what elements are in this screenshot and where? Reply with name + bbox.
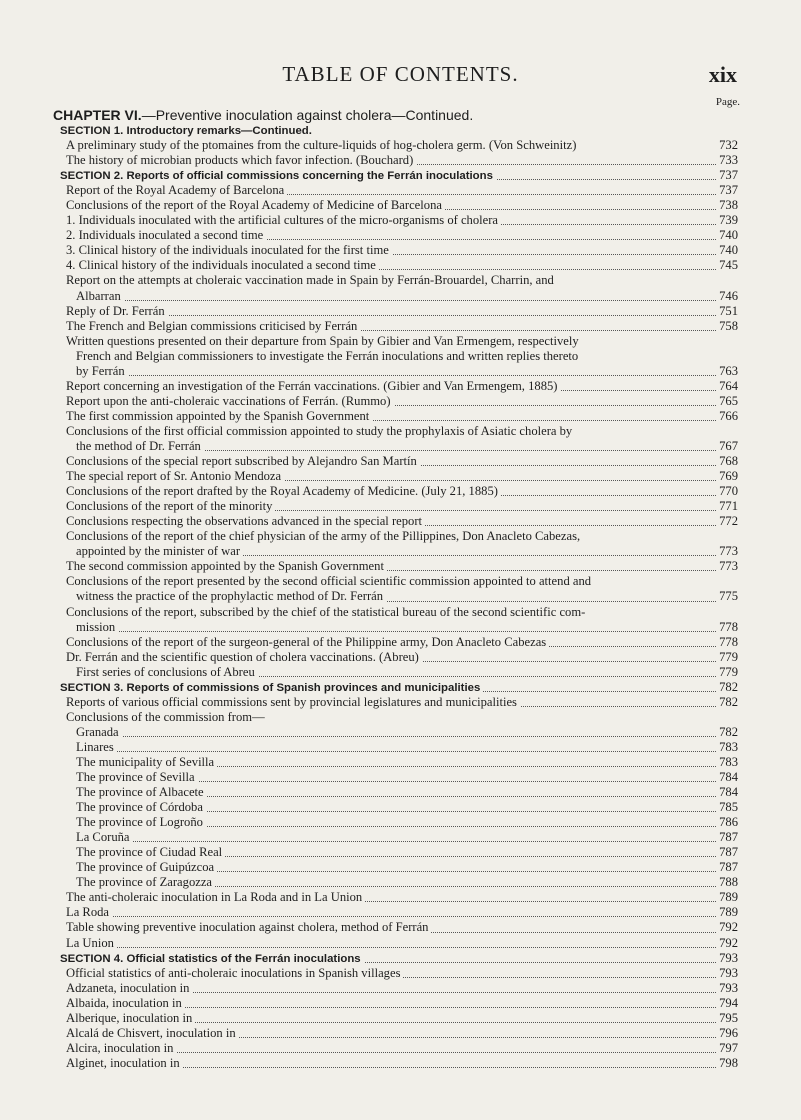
toc-entry[interactable]	[60, 289, 738, 304]
toc-entry-page: 782	[716, 680, 738, 695]
toc-entry-page: 789	[716, 890, 738, 905]
toc-entry-title: Conclusions of the report presented by the second official scientific commission appointed to attend and	[66, 574, 594, 589]
toc-entry[interactable]	[60, 529, 738, 544]
toc-entry[interactable]	[60, 725, 738, 740]
toc-entry-page: 797	[716, 1041, 738, 1056]
toc-entry-title: Conclusions of the first official commission appointed to study the prophylaxis of Asiatic cholera by	[66, 424, 575, 439]
toc-entry-title: The anti-choleraic inoculation in La Roda and in La Union	[66, 890, 365, 905]
toc-entry-page: 758	[716, 319, 738, 334]
toc-entry-title: The second commission appointed by the Spanish Government	[66, 559, 387, 574]
toc-section-heading[interactable]	[60, 123, 738, 138]
toc-entry-title: SECTION 1. Introductory remarks—Continued.	[60, 124, 315, 139]
toc-entry-title: La Coruña	[76, 830, 133, 845]
dot-leader	[76, 375, 738, 376]
toc-entry-page: 764	[716, 379, 738, 394]
toc-entry[interactable]	[60, 920, 738, 935]
toc-entry-page: 782	[716, 695, 738, 710]
toc-entry[interactable]	[60, 845, 738, 860]
toc-entry-title: witness the practice of the prophylactic method of Dr. Ferrán	[76, 589, 386, 604]
toc-entry-title: Report concerning an investigation of the Ferrán vaccinations. (Gibier and Van Ermengem, 1885)	[66, 379, 560, 394]
toc-entry-title: The province of Córdoba	[76, 800, 206, 815]
toc-entry[interactable]	[60, 650, 738, 665]
toc-entry[interactable]	[60, 996, 738, 1011]
toc-entry[interactable]	[60, 138, 738, 153]
toc-entry-title: Table showing preventive inoculation against cholera, method of Ferrán	[66, 920, 431, 935]
toc-entry[interactable]	[60, 213, 738, 228]
dot-leader	[76, 736, 738, 737]
toc-entry-page: 792	[716, 920, 738, 935]
toc-entry-title: by Ferrán	[76, 364, 128, 379]
toc-entry[interactable]	[60, 424, 738, 439]
toc-entry-page: 773	[716, 544, 738, 559]
toc-entry[interactable]	[60, 364, 738, 379]
toc-entry-page: 740	[716, 243, 738, 258]
page-header	[0, 62, 801, 86]
toc-entry[interactable]	[60, 589, 738, 604]
toc-entry-page: 766	[716, 409, 738, 424]
toc-entry-title: The municipality of Sevilla	[76, 755, 217, 770]
toc-entry-title: Alcira, inoculation in	[66, 1041, 176, 1056]
toc-entry-page: 785	[716, 800, 738, 815]
toc-entry[interactable]	[60, 243, 738, 258]
toc-entry[interactable]	[60, 710, 738, 725]
toc-entry[interactable]	[60, 439, 738, 454]
toc-entry-title: Report upon the anti-choleraic vaccinations of Ferrán. (Rummo)	[66, 394, 394, 409]
toc-entry-title: The history of microbian products which favor infection. (Bouchard)	[66, 153, 416, 168]
toc-entry-title: appointed by the minister of war	[76, 544, 243, 559]
toc-entry-page: 773	[716, 559, 738, 574]
toc-entry[interactable]	[60, 1011, 738, 1026]
toc-entry-page: 787	[716, 845, 738, 860]
toc-entry-page: 740	[716, 228, 738, 243]
toc-entry-title: The province of Albacete	[76, 785, 207, 800]
toc-entry-title: Report of the Royal Academy of Barcelona	[66, 183, 287, 198]
toc-entry-title: mission	[76, 620, 118, 635]
toc-entry-page: 765	[716, 394, 738, 409]
toc-entry[interactable]	[60, 153, 738, 168]
toc-entry-title: Conclusions of the report of the surgeon-general of the Philippine army, Don Anacleto Cabezas	[66, 635, 549, 650]
toc-entry-title: Albarran	[76, 289, 124, 304]
toc-entry-page: 767	[716, 439, 738, 454]
toc-entry[interactable]	[60, 1026, 738, 1041]
toc-entry[interactable]	[60, 409, 738, 424]
toc-entry[interactable]	[60, 334, 738, 349]
toc-entry-title: Adzaneta, inoculation in	[66, 981, 192, 996]
toc-entry-page: 798	[716, 1056, 738, 1071]
toc-entry-title: SECTION 4. Official statistics of the Ferrán inoculations	[60, 952, 364, 967]
toc-entry[interactable]	[60, 740, 738, 755]
toc-entry-title: Albaida, inoculation in	[66, 996, 185, 1011]
chapter-heading	[53, 107, 473, 123]
toc-section-heading[interactable]	[60, 951, 738, 966]
toc-entry-title: Conclusions of the report of the chief physician of the army of the Pillippines, Don Anacleto Cabezas,	[66, 529, 583, 544]
toc-entry[interactable]	[60, 349, 738, 364]
toc-entry-page: 793	[716, 951, 738, 966]
toc-entry-page: 788	[716, 875, 738, 890]
toc-entry-page: 733	[716, 153, 738, 168]
toc-entry[interactable]	[60, 695, 738, 710]
page-column-label: Page.	[715, 96, 740, 108]
toc-entry[interactable]	[60, 635, 738, 650]
toc-entry-page: 775	[716, 589, 738, 604]
toc-entry-title: Granada	[76, 725, 122, 740]
toc-entry-title: Conclusions of the report, subscribed by the chief of the statistical bureau of the second scientific com-	[66, 605, 588, 620]
toc-entry-title: Alberique, inoculation in	[66, 1011, 195, 1026]
toc-entry-page: 793	[716, 981, 738, 996]
toc-entry-title: Conclusions of the special report subscribed by Alejandro San Martín	[66, 454, 420, 469]
toc-entry[interactable]	[60, 183, 738, 198]
toc-entry-page: 769	[716, 469, 738, 484]
toc-entry-title: The province of Ciudad Real	[76, 845, 225, 860]
toc-entry-title: 4. Clinical history of the individuals inoculated a second time	[66, 258, 379, 273]
dot-leader	[76, 751, 738, 752]
dot-leader	[66, 947, 738, 948]
toc-entry-page: 737	[716, 183, 738, 198]
toc-entry[interactable]	[60, 890, 738, 905]
toc-entry-title: Conclusions of the report of the minority	[66, 499, 275, 514]
toc-entry-title: Conclusions of the report drafted by the Royal Academy of Medicine. (July 21, 1885)	[66, 484, 501, 499]
dot-leader	[76, 841, 738, 842]
toc-entry[interactable]	[60, 469, 738, 484]
toc-entry-page: 732	[716, 138, 738, 153]
toc-entry-title: Official statistics of anti-choleraic inoculations in Spanish villages	[66, 966, 403, 981]
toc-entry[interactable]	[60, 905, 738, 920]
chapter-title: —Preventive inoculation against cholera—Continued.	[141, 107, 474, 123]
toc-entry[interactable]	[60, 800, 738, 815]
toc-entry-title: the method of Dr. Ferrán	[76, 439, 204, 454]
toc-entry[interactable]	[60, 785, 738, 800]
toc-entry-title: Alginet, inoculation in	[66, 1056, 183, 1071]
toc-entry-title: 2. Individuals inoculated a second time	[66, 228, 266, 243]
toc-entry[interactable]	[60, 319, 738, 334]
toc-entry-page: 796	[716, 1026, 738, 1041]
chapter-label: CHAPTER VI.	[53, 107, 142, 123]
toc-entry-page: 784	[716, 785, 738, 800]
toc-entry-title: French and Belgian commissioners to investigate the Ferrán inoculations and written replies thereto	[76, 349, 581, 364]
toc-entry-title: The province of Guipúzcoa	[76, 860, 217, 875]
toc-entry[interactable]	[60, 665, 738, 680]
toc-entry-title: Alcalá de Chisvert, inoculation in	[66, 1026, 239, 1041]
toc-entry[interactable]	[60, 574, 738, 589]
toc-entry[interactable]	[60, 228, 738, 243]
dot-leader	[76, 631, 738, 632]
toc-entry[interactable]	[60, 198, 738, 213]
toc-entry-page: 794	[716, 996, 738, 1011]
toc-entry-title: The French and Belgian commissions criticised by Ferrán	[66, 319, 360, 334]
toc-entry[interactable]	[60, 1056, 738, 1071]
toc-entry-page: 737	[716, 168, 738, 183]
page-number: xix	[708, 62, 737, 87]
toc-entry-page: 738	[716, 198, 738, 213]
toc-entry[interactable]	[60, 544, 738, 559]
toc-entry-title: Conclusions of the report of the Royal Academy of Medicine of Barcelona	[66, 198, 445, 213]
toc-entry-page: 793	[716, 966, 738, 981]
toc-entry-page: 784	[716, 770, 738, 785]
toc-entry-page: 768	[716, 454, 738, 469]
toc-entry-title: 3. Clinical history of the individuals inoculated for the first time	[66, 243, 392, 258]
dot-leader	[76, 300, 738, 301]
toc-entry[interactable]	[60, 755, 738, 770]
toc-entry-page: 779	[716, 665, 738, 680]
toc-entry[interactable]	[60, 454, 738, 469]
toc-entry-page: 795	[716, 1011, 738, 1026]
toc-entry-title: The province of Sevilla	[76, 770, 198, 785]
toc-section-heading[interactable]	[60, 168, 738, 183]
toc-entry[interactable]	[60, 830, 738, 845]
toc-entry-title: 1. Individuals inoculated with the artificial cultures of the micro-organisms of cholera	[66, 213, 501, 228]
toc-entry-page: 789	[716, 905, 738, 920]
toc-entry-page: 771	[716, 499, 738, 514]
toc-entry-title: The province of Zaragozza	[76, 875, 215, 890]
toc-entry-page: 778	[716, 635, 738, 650]
toc-entry-title: Dr. Ferrán and the scientific question of cholera vaccinations. (Abreu)	[66, 650, 422, 665]
toc-entry[interactable]	[60, 258, 738, 273]
toc-entry-page: 778	[716, 620, 738, 635]
toc-entry-title: SECTION 3. Reports of commissions of Spanish provinces and municipalities	[60, 681, 483, 696]
toc-entry-title: Linares	[76, 740, 117, 755]
dot-leader	[66, 916, 738, 917]
toc-entry-title: Written questions presented on their departure from Spain by Gibier and Van Ermengem, respectively	[66, 334, 582, 349]
toc-entry-page: 751	[716, 304, 738, 319]
toc-entry[interactable]	[60, 559, 738, 574]
toc-entry[interactable]	[60, 379, 738, 394]
toc-entry-title: Reply of Dr. Ferrán	[66, 304, 168, 319]
toc-entry[interactable]	[60, 770, 738, 785]
toc-entry-title: A preliminary study of the ptomaines from the culture-liquids of hog-cholera germ. (Von Schweinitz)	[66, 138, 579, 153]
toc-entry[interactable]	[60, 273, 738, 288]
toc-entry-page: 787	[716, 830, 738, 845]
toc-entry-page: 792	[716, 936, 738, 951]
toc-section-heading[interactable]	[60, 680, 738, 695]
toc-entry[interactable]	[60, 304, 738, 319]
toc-entry-page: 763	[716, 364, 738, 379]
toc-entry[interactable]	[60, 484, 738, 499]
toc-entry[interactable]	[60, 936, 738, 951]
toc-list	[60, 123, 738, 1071]
toc-entry-title: Conclusions respecting the observations advanced in the special report	[66, 514, 425, 529]
toc-entry-title: Conclusions of the commission from—	[66, 710, 268, 725]
toc-entry-title: La Union	[66, 936, 117, 951]
toc-entry-page: 782	[716, 725, 738, 740]
toc-entry-page: 783	[716, 755, 738, 770]
toc-entry[interactable]	[60, 981, 738, 996]
toc-entry-page: 772	[716, 514, 738, 529]
toc-entry-title: First series of conclusions of Abreu	[76, 665, 258, 680]
toc-entry[interactable]	[60, 620, 738, 635]
toc-entry-title: Reports of various official commissions sent by provincial legislatures and municipalities	[66, 695, 520, 710]
page-title: TABLE OF CONTENTS.	[282, 62, 519, 86]
toc-entry[interactable]	[60, 1041, 738, 1056]
toc-entry[interactable]	[60, 966, 738, 981]
toc-entry-title: The special report of Sr. Antonio Mendoza	[66, 469, 284, 484]
toc-entry-page: 783	[716, 740, 738, 755]
toc-entry[interactable]	[60, 394, 738, 409]
toc-entry-page: 770	[716, 484, 738, 499]
toc-entry[interactable]	[60, 514, 738, 529]
toc-entry-page: 739	[716, 213, 738, 228]
toc-entry-title: La Roda	[66, 905, 112, 920]
toc-entry[interactable]	[60, 875, 738, 890]
toc-entry-page: 787	[716, 860, 738, 875]
toc-entry[interactable]	[60, 605, 738, 620]
toc-entry-page: 746	[716, 289, 738, 304]
toc-entry-title: SECTION 2. Reports of official commissions concerning the Ferrán inoculations	[60, 169, 496, 184]
toc-entry-page: 745	[716, 258, 738, 273]
toc-entry[interactable]	[60, 499, 738, 514]
toc-entry-page: 779	[716, 650, 738, 665]
toc-entry-title: The province of Logroño	[76, 815, 206, 830]
toc-entry-title: The first commission appointed by the Spanish Government	[66, 409, 372, 424]
toc-entry[interactable]	[60, 815, 738, 830]
toc-entry[interactable]	[60, 860, 738, 875]
toc-entry-page: 786	[716, 815, 738, 830]
toc-entry-title: Report on the attempts at choleraic vaccination made in Spain by Ferrán-Brouardel, Charrin, and	[66, 273, 557, 288]
